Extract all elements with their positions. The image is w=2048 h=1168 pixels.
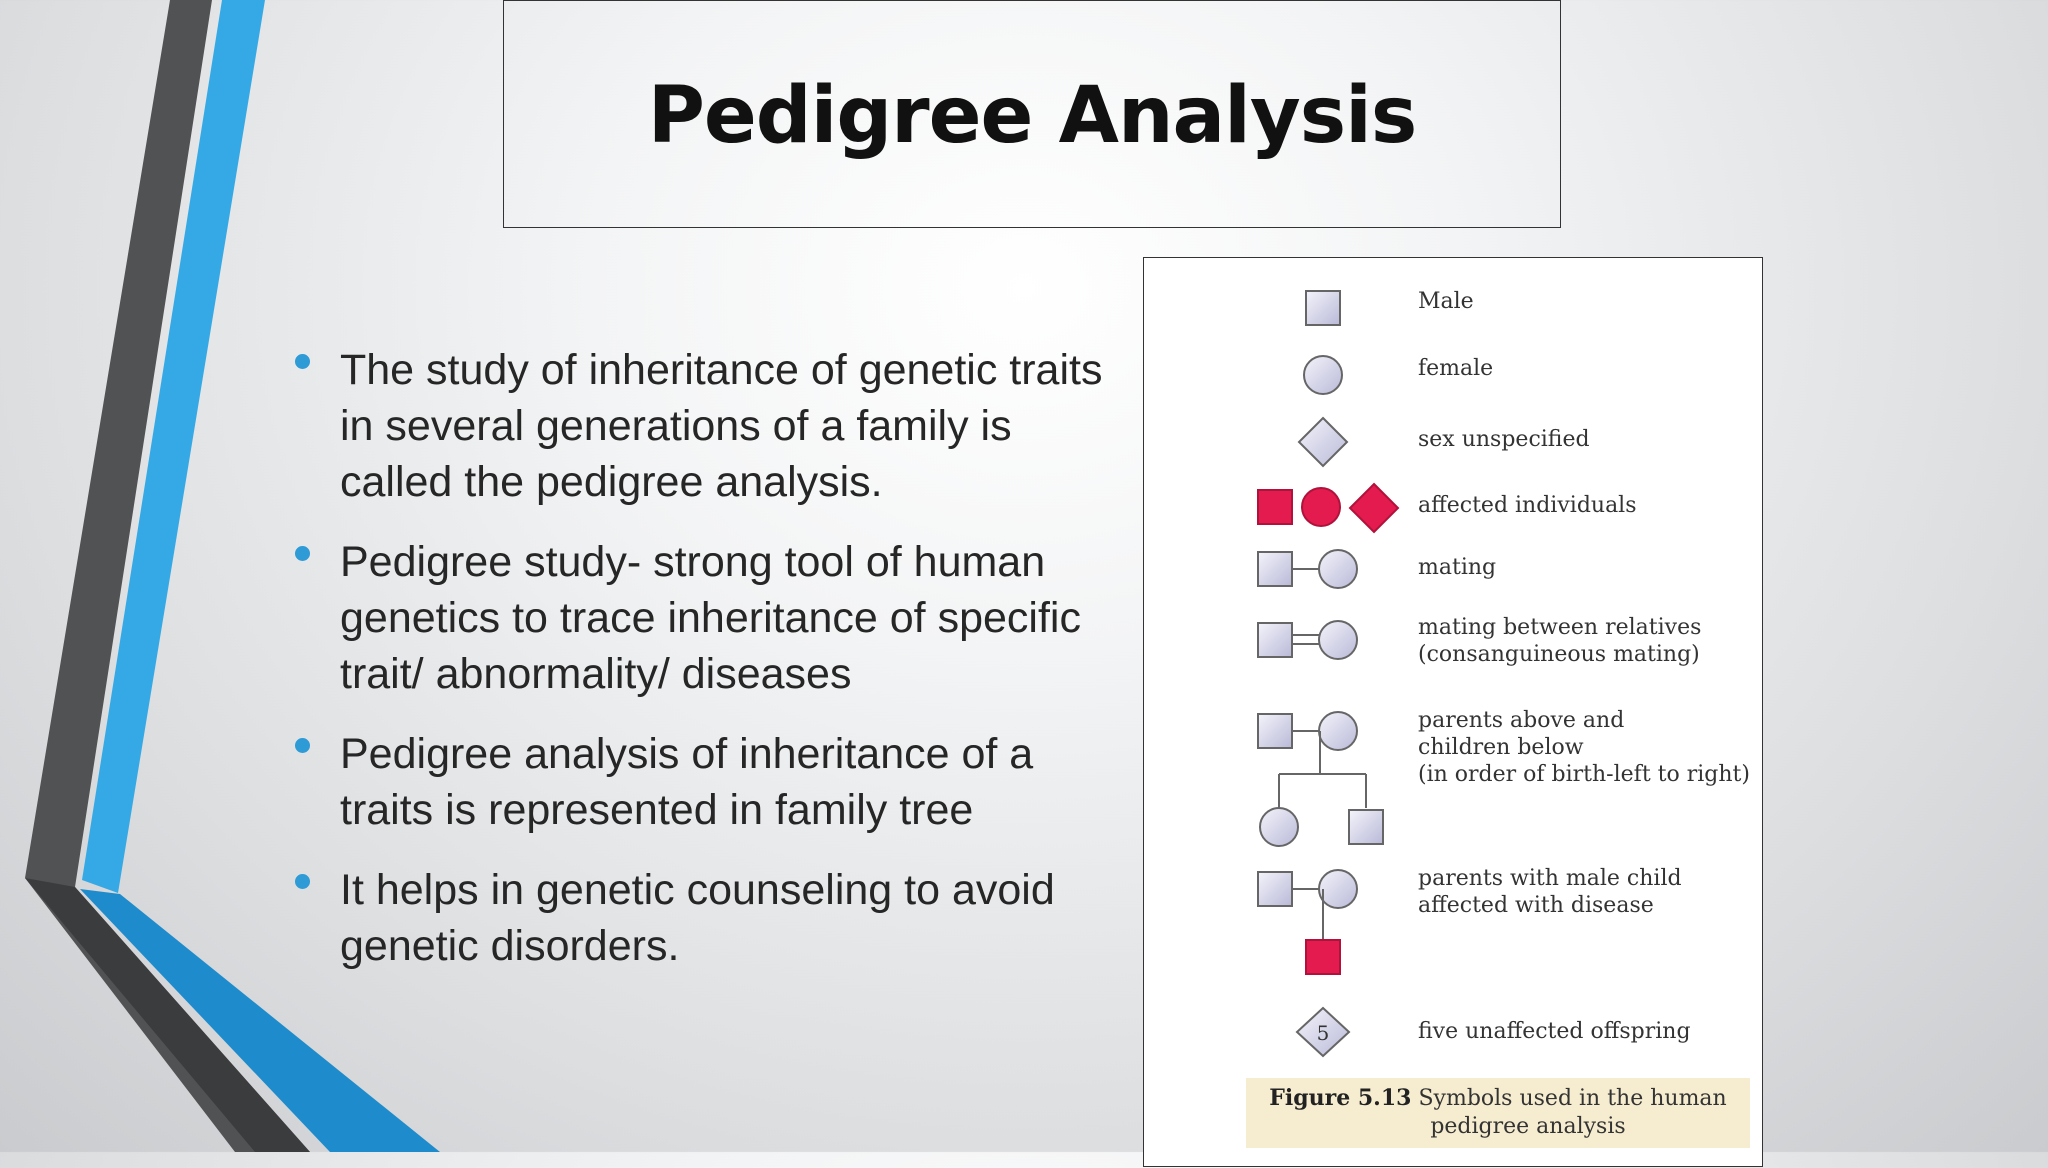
label-affected-child-2: affected with disease	[1418, 893, 1654, 918]
label-affected: affected individuals	[1418, 493, 1637, 518]
label-parents-children-3: (in order of birth-left to right)	[1418, 762, 1750, 787]
label-parents-children-2: children below	[1418, 735, 1584, 760]
label-parents-children-1: parents above and	[1418, 708, 1625, 733]
unspecified-symbol	[1299, 418, 1347, 466]
child-male-symbol	[1349, 810, 1383, 844]
male-symbol	[1306, 291, 1340, 325]
caption-label: Figure 5.13	[1269, 1085, 1412, 1111]
label-mating: mating	[1418, 555, 1497, 580]
bullet-dot	[295, 738, 310, 753]
parent2-male-symbol	[1258, 872, 1292, 906]
pedigree-symbols-figure	[1143, 257, 1763, 1167]
parent-female-symbol	[1319, 712, 1357, 750]
bullet-item	[285, 342, 1115, 510]
affected-male-symbol	[1258, 490, 1292, 524]
bullet-dot	[295, 354, 310, 369]
bullet-list	[285, 342, 1115, 998]
label-consanguineous-1: mating between relatives	[1418, 615, 1702, 640]
consanguineous-female-symbol	[1319, 621, 1357, 659]
label-male: Male	[1418, 289, 1474, 314]
bullet-item	[285, 534, 1115, 702]
bullet-text: The study of inheritance of genetic traits in several generations of a family is called the pedigree analysis.	[340, 346, 1103, 506]
offspring-count: 5	[1316, 1021, 1330, 1045]
label-offspring: five unaffected offspring	[1418, 1019, 1691, 1044]
label-unspecified: sex unspecified	[1418, 427, 1590, 452]
affected-unspecified-symbol	[1350, 484, 1398, 532]
mating-male-symbol	[1258, 552, 1292, 586]
bullet-item	[285, 726, 1115, 838]
page-title: Pedigree Analysis	[647, 71, 1417, 161]
female-symbol	[1304, 356, 1342, 394]
label-female: female	[1418, 356, 1494, 381]
parent-male-symbol	[1258, 714, 1292, 748]
mating-female-symbol	[1319, 550, 1357, 588]
bullet-text: Pedigree study- strong tool of human genetics to trace inheritance of specific trait/ abnormality/ diseases	[340, 538, 1081, 698]
caption-text-2: pedigree analysis	[1430, 1114, 1626, 1139]
bullet-dot	[295, 546, 310, 561]
caption-text-1: Symbols used in the human	[1418, 1086, 1727, 1111]
label-consanguineous-2: (consanguineous mating)	[1418, 642, 1700, 667]
child-female-symbol	[1260, 808, 1298, 846]
bullet-dot	[295, 874, 310, 889]
parent2-female-symbol	[1319, 870, 1357, 908]
affected-child-symbol	[1306, 940, 1340, 974]
bullet-text: Pedigree analysis of inheritance of a traits is represented in family tree	[340, 730, 1034, 834]
bullet-item	[285, 862, 1115, 974]
title-box	[503, 0, 1561, 228]
consanguineous-male-symbol	[1258, 623, 1292, 657]
figure-caption	[1246, 1078, 1750, 1148]
affected-female-symbol	[1302, 488, 1340, 526]
label-affected-child-1: parents with male child	[1418, 866, 1682, 891]
bullet-text: It helps in genetic counseling to avoid genetic disorders.	[340, 866, 1055, 970]
